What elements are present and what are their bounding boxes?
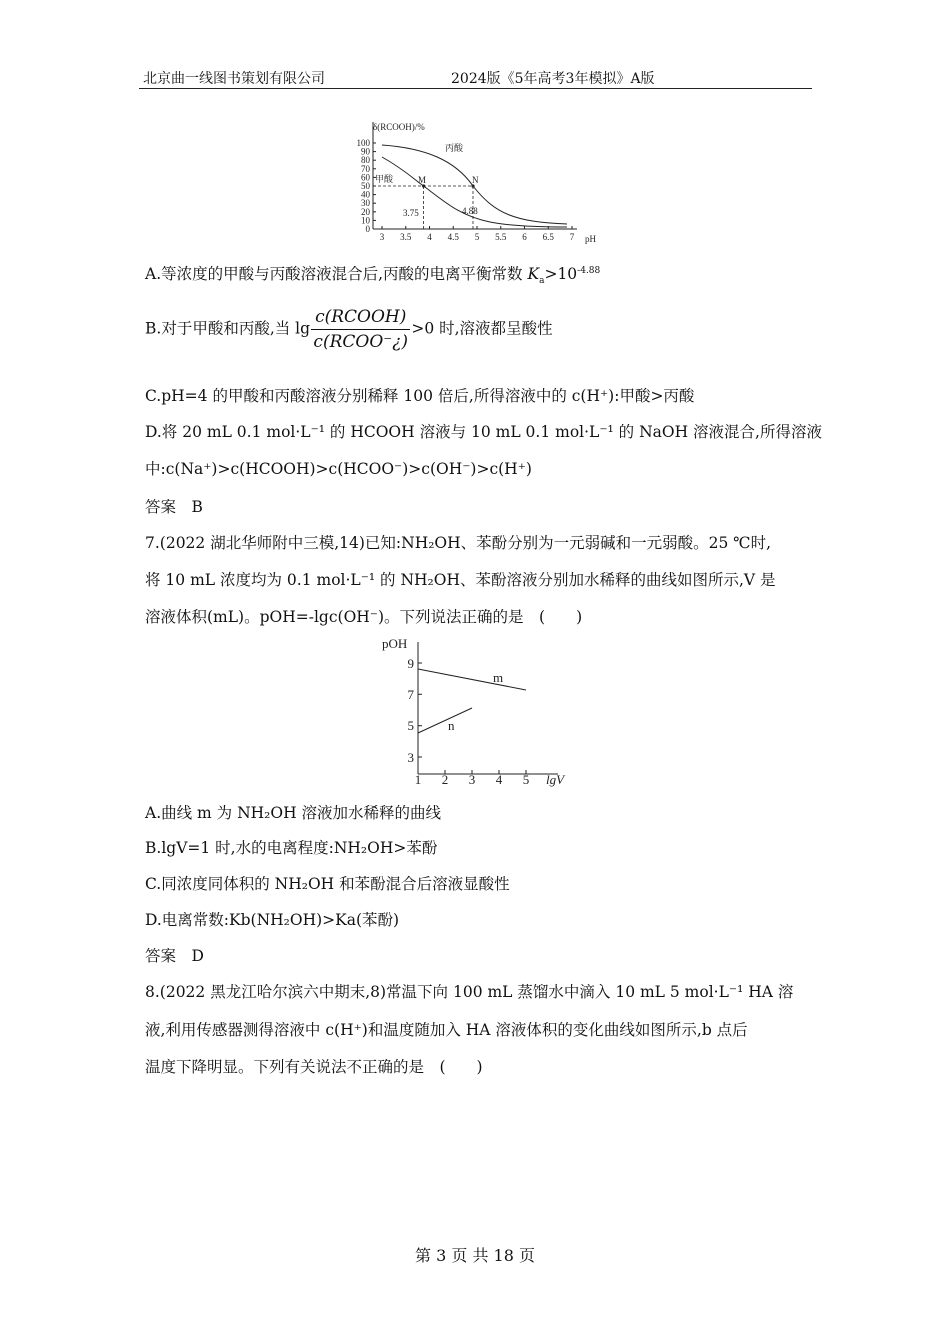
xtick: 6.5	[542, 232, 554, 242]
page-footer: 第 3 页 共 18 页	[415, 1246, 535, 1265]
point-n: N	[472, 175, 479, 185]
xtick: 1	[414, 772, 422, 787]
q8-stem-line2: 液,利用传感器测得溶液中 c(H⁺)和温度随加入 HA 溶液体积的变化曲线如图所示,b 点后	[145, 1021, 748, 1039]
ytick: 0	[365, 224, 370, 234]
curve-m-label: m	[493, 670, 504, 685]
q7-option-c: C.同浓度同体积的 NH₂OH 和苯酚混合后溶液显酸性	[145, 875, 510, 893]
q7-answer: 答案 D	[145, 947, 204, 965]
ytick: 90	[361, 146, 370, 157]
chart-delta-rcooh	[345, 118, 605, 248]
ytick: 80	[361, 155, 370, 166]
label-propanoic: 丙酸	[445, 143, 464, 153]
book-title: 2024版《5年高考3年模拟》A版	[451, 71, 655, 87]
chart1-ylabel: δ(RCOOH)/%	[373, 122, 425, 132]
xtick: 5	[474, 232, 480, 242]
ytick: 40	[361, 189, 370, 200]
ytick: 10	[361, 215, 370, 226]
q7-stem-line1: 7.(2022 湖北华师附中三模,14)已知:NH₂OH、苯酚分别为一元弱碱和一元弱酸。25 ℃时,	[145, 534, 772, 552]
ytick: 7	[407, 687, 414, 702]
ytick: 100	[356, 138, 370, 148]
ytick: 60	[361, 172, 370, 183]
q7-option-b: B.lgV=1 时,水的电离程度:NH₂OH>苯酚	[145, 839, 438, 857]
xtick: 5	[522, 772, 530, 787]
xtick: 3	[379, 232, 385, 242]
q6-option-a: A.等浓度的甲酸与丙酸溶液混合后,丙酸的电离平衡常数 $K_a>10^{-4.88}$	[145, 265, 601, 287]
q6-answer: 答案 B	[145, 498, 203, 516]
n-value: 4.88	[462, 206, 478, 216]
ytick: 30	[361, 198, 370, 209]
q6-option-b: B.对于甲酸和丙酸,当 lg $\frac{\text{c(RCOOH)}}{\text{c(RCOO⁻¿)}}$ >0 时,溶液都呈酸性	[145, 307, 553, 352]
ytick: 3	[407, 750, 414, 765]
chart-poh-lgv	[378, 632, 578, 790]
xtick: 5.5	[495, 232, 507, 242]
q7-stem-line3: 溶液体积(mL)。pOH=-lgc(OH⁻)。下列说法正确的是 ( )	[145, 608, 583, 626]
xtick: 4	[427, 232, 432, 242]
publisher-name: 北京曲一线图书策划有限公司	[143, 71, 325, 87]
q6-option-d-line2: 中:c(Na⁺)>c(HCOOH)>c(HCOO⁻)>c(OH⁻)>c(H⁺)	[145, 460, 532, 478]
page-header	[139, 64, 812, 89]
chart2-ylabel: pOH	[382, 636, 408, 651]
xtick: 3	[468, 772, 476, 787]
xtick: 2	[441, 772, 449, 787]
ytick: 9	[407, 656, 414, 671]
xtick: 3.5	[400, 232, 412, 242]
q8-stem-line1: 8.(2022 黑龙江哈尔滨六中期末,8)常温下向 100 mL 蒸馏水中滴入 10 mL 5 mol·L⁻¹ HA 溶	[145, 983, 794, 1001]
ytick: 50	[361, 181, 370, 191]
xtick: 4.5	[447, 232, 459, 242]
q7-stem-line2: 将 10 mL 浓度均为 0.1 mol·L⁻¹ 的 NH₂OH、苯酚溶液分别加水稀释的曲线如图所示,V 是	[145, 571, 776, 589]
q7-option-a: A.曲线 m 为 NH₂OH 溶液加水稀释的曲线	[145, 804, 442, 822]
m-value: 3.75	[403, 208, 419, 218]
ytick: 20	[361, 206, 370, 217]
q6-option-c: C.pH=4 的甲酸和丙酸溶液分别稀释 100 倍后,所得溶液中的 c(H⁺):甲酸>丙酸	[145, 387, 695, 405]
q7-option-d: D.电离常数:Kb(NH₂OH)>Ka(苯酚)	[145, 911, 400, 929]
q8-stem-line3: 温度下降明显。下列有关说法不正确的是 ( )	[145, 1058, 483, 1076]
point-m: M	[418, 175, 427, 185]
curve-n-label: n	[448, 718, 455, 733]
ytick: 5	[407, 718, 414, 733]
fraction: $\frac{\text{c(RCOOH)}}{\text{c(RCOO⁻¿)}}$	[311, 307, 410, 352]
chart2-xlabel: lgV	[546, 772, 565, 787]
chart1-xlabel: pH	[585, 234, 596, 244]
ytick: 70	[361, 163, 370, 174]
xtick: 4	[495, 772, 503, 787]
q6-option-d-line1: D.将 20 mL 0.1 mol·L⁻¹ 的 HCOOH 溶液与 10 mL 0.1 mol·L⁻¹ 的 NaOH 溶液混合,所得溶液	[145, 423, 822, 441]
xtick: 7	[569, 232, 575, 242]
label-formic: 甲酸	[375, 174, 394, 184]
xtick: 6	[522, 232, 527, 242]
